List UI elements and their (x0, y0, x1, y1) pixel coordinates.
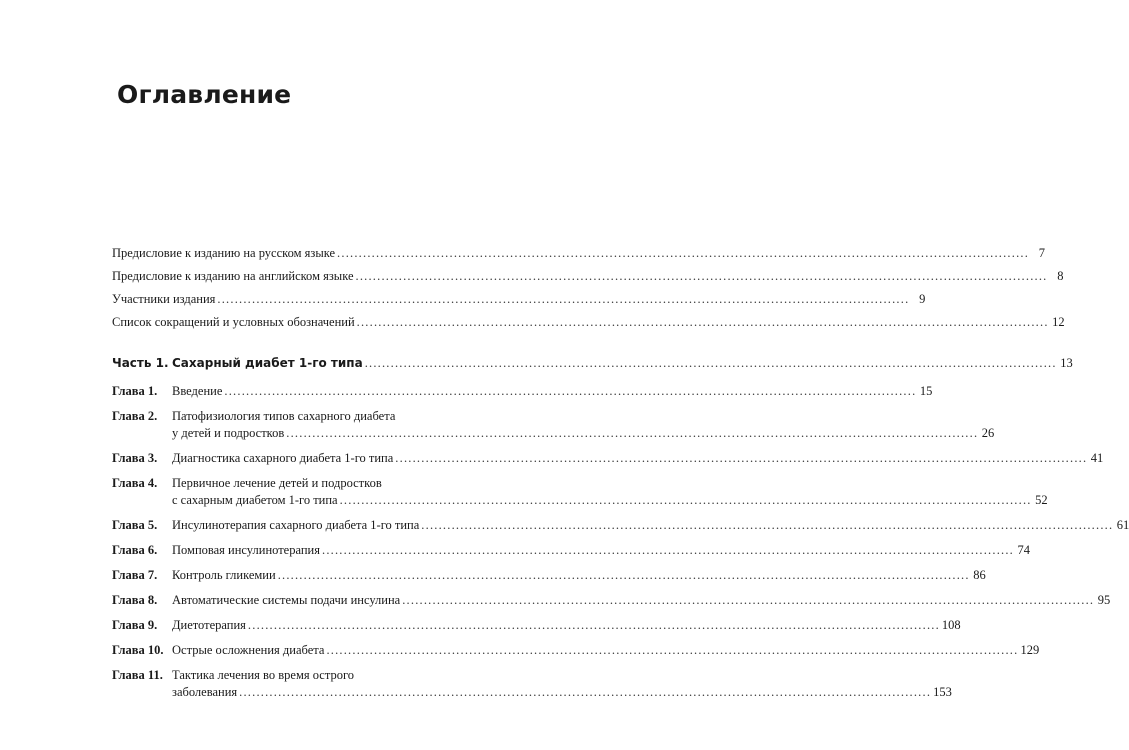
toc-entry[interactable] (112, 315, 1065, 330)
chapter-number: Глава 5. (112, 518, 158, 532)
chapter-page: 15 (919, 384, 933, 398)
toc-chapter[interactable] (112, 518, 1129, 533)
toc-chapters (112, 384, 1129, 700)
leader-dots (395, 451, 1087, 466)
toc-chapter[interactable] (112, 593, 1111, 608)
toc-chapter[interactable] (112, 643, 1040, 658)
chapter-number: Глава 1. (112, 384, 158, 398)
part-page: 13 (1060, 356, 1073, 370)
chapter-label: Автоматические системы подачи инсулина (172, 593, 401, 607)
leader-dots (322, 543, 1014, 558)
leader-dots (357, 315, 1049, 330)
toc-chapter[interactable] (112, 668, 952, 700)
leader-dots (326, 643, 1018, 658)
toc-entry-label: Предисловие к изданию на английском языке (112, 269, 354, 283)
toc-entry[interactable] (112, 269, 1064, 284)
chapter-page: 74 (1017, 543, 1030, 557)
chapter-label-line1: Тактика лечения во время острого (172, 668, 355, 682)
toc-front-matter (112, 246, 1065, 330)
chapter-number: Глава 4. (112, 476, 158, 490)
leader-dots (337, 246, 1029, 261)
chapter-page: 41 (1090, 451, 1104, 465)
toc-chapter[interactable] (112, 543, 1030, 558)
chapter-page: 108 (941, 618, 961, 632)
toc-entry-page: 9 (919, 292, 926, 306)
chapter-label: Диетотерапия (172, 618, 246, 632)
chapter-label: Контроль гликемии (172, 568, 276, 582)
toc-chapter[interactable] (112, 451, 1104, 466)
toc-entry-label: Список сокращений и условных обозначений (112, 315, 355, 329)
chapter-number: Глава 7. (112, 568, 158, 582)
chapter-label: у детей и подростков (172, 426, 285, 440)
leader-dots (286, 426, 978, 441)
toc-chapter[interactable] (112, 476, 1048, 508)
toc-chapter[interactable] (112, 568, 986, 583)
chapter-label: Инсулинотерапия сахарного диабета 1-го типа (172, 518, 420, 532)
chapter-number: Глава 11. (112, 668, 163, 682)
chapter-page: 95 (1097, 593, 1111, 607)
toc-entry-page: 7 (1038, 246, 1046, 260)
toc-entry[interactable] (112, 246, 1046, 261)
leader-dots (278, 568, 970, 583)
chapter-number: Глава 10. (112, 643, 164, 657)
toc-entry-page: 8 (1057, 269, 1064, 283)
chapter-page: 61 (1116, 518, 1129, 532)
part-label: Сахарный диабет 1-го типа (172, 356, 363, 370)
leader-dots (421, 518, 1113, 533)
leader-dots (356, 269, 1048, 284)
part-number: Часть 1. (112, 356, 169, 370)
toc-part-entry[interactable] (112, 356, 1073, 371)
chapter-number: Глава 3. (112, 451, 158, 465)
leader-dots (402, 593, 1094, 608)
chapter-label: Помповая инсулинотерапия (172, 543, 320, 557)
chapter-label: Диагностика сахарного диабета 1-го типа (172, 451, 394, 465)
leader-dots (365, 356, 1057, 371)
chapter-page: 26 (981, 426, 995, 440)
toc-part (112, 356, 1073, 371)
chapter-label: Острые осложнения диабета (172, 643, 325, 657)
chapter-label-line1: Патофизиология типов сахарного диабета (172, 409, 396, 423)
chapter-label: с сахарным диабетом 1-го типа (172, 493, 338, 507)
chapter-page: 129 (1020, 643, 1040, 657)
leader-dots (248, 618, 940, 633)
chapter-label-line1: Первичное лечение детей и подростков (172, 476, 382, 490)
chapter-number: Глава 2. (112, 409, 158, 423)
toc-chapter[interactable] (112, 618, 961, 633)
toc-entry-page: 12 (1052, 315, 1065, 329)
toc-chapter[interactable] (112, 384, 933, 399)
chapter-number: Глава 8. (112, 593, 158, 607)
toc-entry-label: Участники издания (112, 292, 216, 306)
chapter-label: заболевания (172, 685, 238, 699)
chapter-number: Глава 6. (112, 543, 158, 557)
chapter-number: Глава 9. (112, 618, 158, 632)
toc-entry[interactable] (112, 292, 926, 307)
toc-chapter[interactable] (112, 409, 995, 441)
chapter-label: Введение (172, 384, 223, 398)
leader-dots (217, 292, 909, 307)
toc-entry-label: Предисловие к изданию на русском языке (112, 246, 336, 260)
chapter-page: 153 (933, 685, 952, 699)
chapter-page: 86 (973, 568, 986, 582)
chapter-page: 52 (1035, 493, 1048, 507)
leader-dots (239, 685, 931, 700)
leader-dots (224, 384, 916, 399)
page-title: Оглавление (117, 80, 292, 109)
leader-dots (340, 493, 1032, 508)
